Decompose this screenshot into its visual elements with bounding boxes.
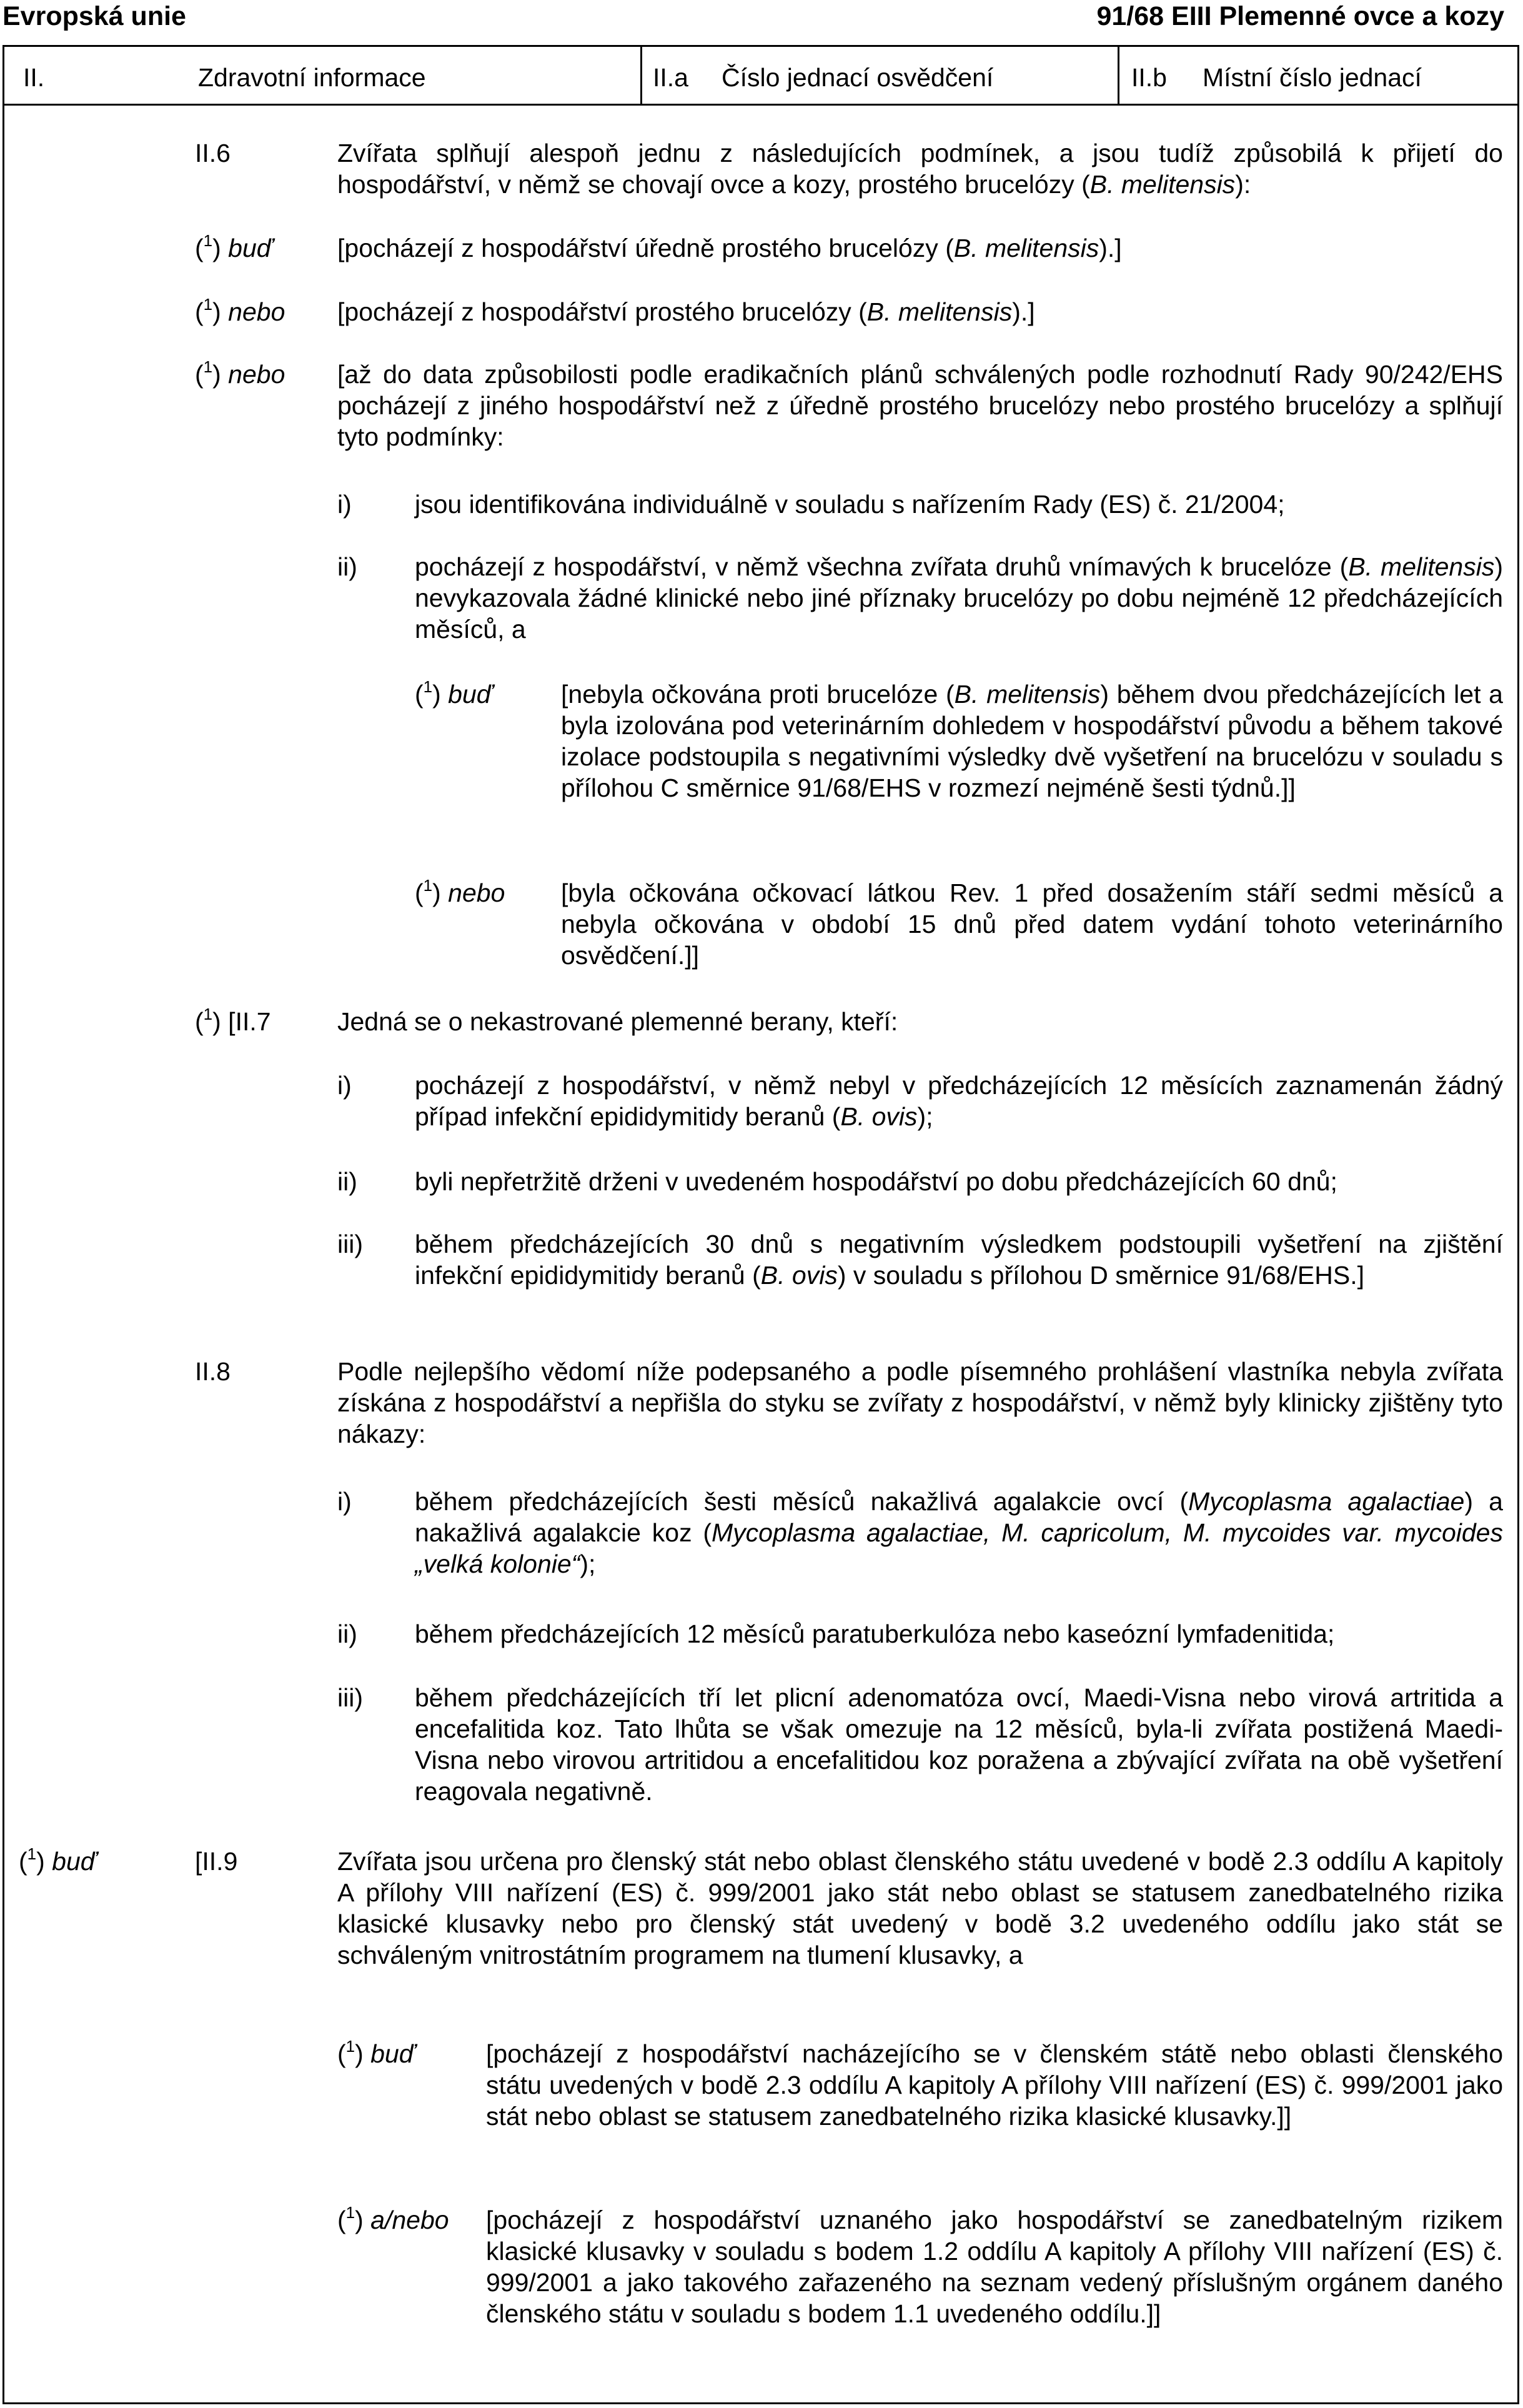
item-text: během předcházejících tří let plicní adenomatóza ovcí, Maedi-Visna nebo virová artritida a encefalitida koz. Tato lhůta se však omezuje na 12 měsíců, byla-li zvířata postižená Maedi-Visna nebo virovou artritidou a encefalitidou koz poražena a zbývající zvířata na obě vyšetření reagovala negativně. bbox=[415, 1683, 1503, 1806]
section-title: Zdravotní informace bbox=[198, 63, 426, 92]
option-text: [pocházejí z hospodářství úředně prostého brucelózy (B. melitensis).] bbox=[337, 234, 1122, 262]
option-marker: ($^1$) nebo bbox=[415, 876, 505, 907]
section-number: II. bbox=[23, 63, 45, 92]
item-label: iii) bbox=[337, 1683, 363, 1712]
option-marker: ($^1$) a/nebo bbox=[337, 2203, 449, 2234]
header-divider bbox=[640, 47, 642, 104]
item-text: pocházejí z hospodářství, v němž všechna zvířata druhů vnímavých k brucelóze (B. melitensis) nevykazovala žádné klinické nebo jiné příznaky brucelózy po dobu nejméně 12 předcházejících měsíců, a bbox=[415, 552, 1503, 644]
option-text: [pocházejí z hospodářství uznaného jako hospodářství se zanedbatelným rizikem klasické klusavky v souladu s bodem 1.2 oddílu A kapitoly A přílohy VIII nařízení (ES) č. 999/2001 a jako takového zařazeného na seznam vedený příslušným orgánem daného členského státu v souladu s bodem 1.1 uvedeného oddílu.]] bbox=[486, 2206, 1503, 2328]
option-marker: ($^1$) [II.7 bbox=[195, 1005, 271, 1036]
section-paragraph: Jedná se o nekastrované plemenné berany, kteří: bbox=[337, 1007, 898, 1036]
item-text: jsou identifikována individuálně v souladu s nařízením Rady (ES) č. 21/2004; bbox=[415, 490, 1285, 519]
item-text: byli nepřetržitě drženi v uvedeném hospodářství po dobu předcházejících 60 dnů; bbox=[415, 1167, 1337, 1196]
item-label: i) bbox=[337, 1071, 352, 1100]
table-header-row bbox=[4, 47, 1517, 106]
option-text: [byla očkována očkovací látkou Rev. 1 před dosažením stáří sedmi měsíců a nebyla očkována v období 15 dnů před datem vydání tohoto veterinárního osvědčení.]] bbox=[561, 878, 1503, 970]
header-left: Evropská unie bbox=[2, 1, 186, 31]
option-text: [pocházejí z hospodářství nacházejícího se v členském státě nebo oblasti členského státu uvedených v bodě 2.3 oddílu A kapitoly A přílohy VIII nařízení (ES) č. 999/2001 jako stát nebo oblast se statusem zanedbatelného rizika klasické klusavky.]] bbox=[486, 2039, 1503, 2131]
header-divider bbox=[1118, 47, 1119, 104]
item-label: iii) bbox=[337, 1230, 363, 1258]
section-number: II.6 bbox=[195, 139, 231, 167]
section-paragraph: Podle nejlepšího vědomí níže podepsaného a podle písemného prohlášení vlastníka nebyla zvířata získána z hospodářství a nepřišla do styku se zvířaty z hospodářství, v němž byly klinicky zjištěny tyto nákazy: bbox=[337, 1357, 1503, 1448]
ref-title: Číslo jednací osvědčení bbox=[722, 63, 994, 92]
item-label: ii) bbox=[337, 1619, 357, 1648]
item-label: ii) bbox=[337, 552, 357, 581]
section-number: II.8 bbox=[195, 1357, 231, 1386]
option-text: [až do data způsobilosti podle eradikačních plánů schválených podle rozhodnutí Rady 90/242/EHS pocházejí z jiného hospodářství než z úředně prostého brucelózy nebo prostého brucelózy a splňují tyto podmínky: bbox=[337, 360, 1503, 451]
item-label: i) bbox=[337, 1487, 352, 1516]
option-text: [pocházejí z hospodářství prostého brucelózy (B. melitensis).] bbox=[337, 297, 1035, 326]
option-marker: ($^1$) buď bbox=[337, 2037, 415, 2068]
option-marker: ($^1$) nebo bbox=[195, 357, 285, 389]
section-paragraph: Zvířata splňují alespoň jednu z následujících podmínek, a jsou tudíž způsobilá k přijetí do hospodářství, v němž se chovají ovce a kozy, prostého brucelózy (B. melitensis): bbox=[337, 139, 1503, 199]
item-label: ii) bbox=[337, 1167, 357, 1196]
section-paragraph: Zvířata jsou určena pro členský stát nebo oblast členského státu uvedené v bodě 2.3 oddílu A kapitoly A přílohy VIII nařízení (ES) č. 999/2001 jako stát nebo oblast se statusem zanedbatelného rizika klasické klusavky nebo pro členský stát uvedený v bodě 3.2 uvedeného oddílu jako stát se schváleným vnitrostátním programem na tlumení klusavky, a bbox=[337, 1847, 1503, 1969]
local-label: II.b bbox=[1131, 63, 1167, 92]
item-text: během předcházejících 30 dnů s negativním výsledkem podstoupili vyšetření na zjištění infekční epididymitidy beranů (B. ovis) v souladu s přílohou D směrnice 91/68/EHS.] bbox=[415, 1230, 1503, 1290]
option-marker: ($^1$) nebo bbox=[195, 295, 285, 326]
ref-label: II.a bbox=[653, 63, 688, 92]
option-marker: ($^1$) buď bbox=[195, 231, 273, 262]
header-right: 91/68 EIII Plemenné ovce a kozy bbox=[1096, 1, 1504, 31]
option-text: [nebyla očkována proti brucelóze (B. melitensis) během dvou předcházejících let a byla izolována pod veterinárním dohledem v hospodářství původu a během takové izolace podstoupila s negativními výsledky dvě vyšetření na brucelózu v souladu s přílohou C směrnice 91/68/EHS v rozmezí nejméně šesti týdnů.]] bbox=[561, 680, 1503, 802]
item-label: i) bbox=[337, 490, 352, 519]
option-marker: ($^1$) buď bbox=[19, 1844, 97, 1876]
item-text: během předcházejících šesti měsíců nakažlivá agalakcie ovcí (Mycoplasma agalactiae) a nakažlivá agalakcie koz (Mycoplasma agalactiae, M. capricolum, M. mycoides var. mycoides „velká kolonie“); bbox=[415, 1487, 1503, 1578]
item-text: pocházejí z hospodářství, v němž nebyl v předcházejících 12 měsících zaznamenán žádný případ infekční epididymitidy beranů (B. ovis); bbox=[415, 1071, 1503, 1131]
section-number: [II.9 bbox=[195, 1847, 238, 1876]
item-text: během předcházejících 12 měsíců paratuberkulóza nebo kaseózní lymfadenitida; bbox=[415, 1619, 1335, 1648]
option-marker: ($^1$) buď bbox=[415, 677, 493, 709]
local-title: Místní číslo jednací bbox=[1203, 63, 1422, 92]
